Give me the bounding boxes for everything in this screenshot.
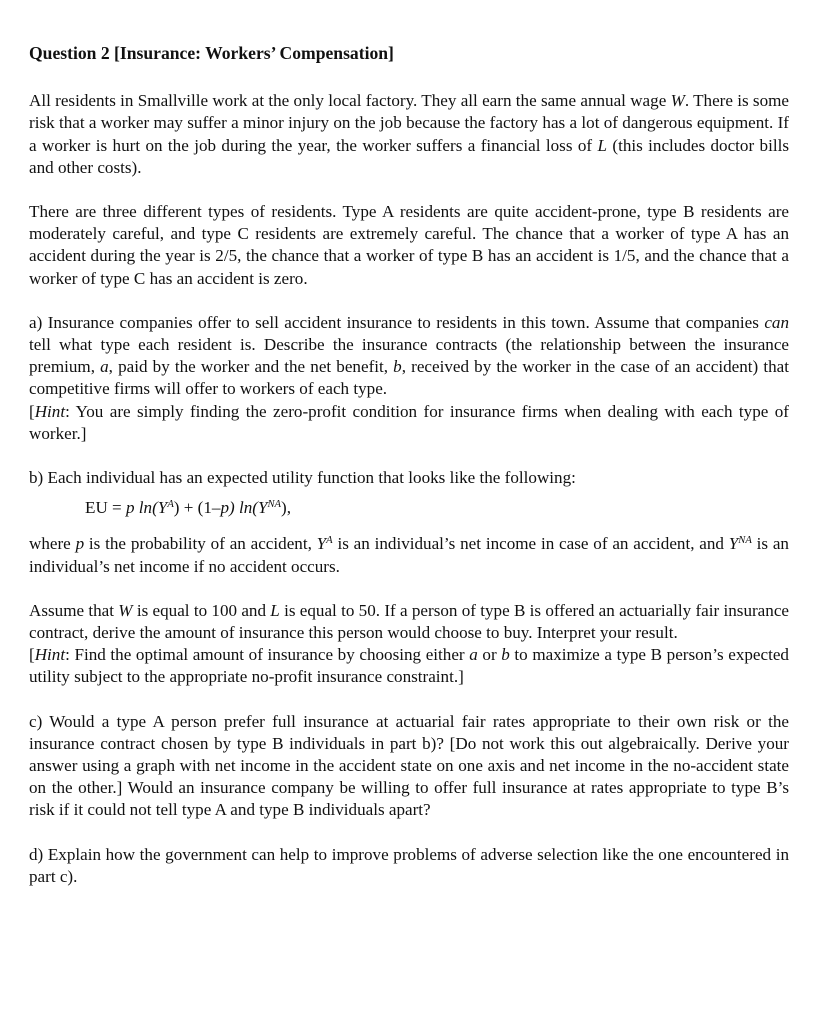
part-b-where: where p is the probability of an accident, $Y^A$ is an individual’s net income in case of an accident, and $Y^{NA}$ is an individual’s net income if no accident occurs. [29, 534, 789, 576]
expected-utility-equation: EU = p $\ln(Y^A) + (1-p)$ $\ln(Y^{NA})$, [85, 498, 291, 518]
intro-paragraph-2: There are three different types of residents. Type A residents are quite accident-prone, type B residents are moderately careful, and type C residents are extremely careful. The chance that a worker of type A has an accident during the year is 2/5, the chance that a worker of type B has an accident is 1/5, and the chance that a worker of type C has an accident is zero. [29, 202, 789, 288]
part-b-assume: Assume that W is equal to 100 and L is equal to 50. If a person of type B is offered an actuarially fair insurance contract, derive the amount of insurance this person would choose to buy. Interpret your result. [29, 600, 789, 643]
question-page [29, 42, 789, 910]
part-a-text: a) Insurance companies offer to sell accident insurance to residents in this town. Assume that companies can tell what type each resident is. Describe the insurance contracts (the relationship between the insurance premium, a, paid by the worker and the net benefit, b, received by the worker in the case of an accident) that competitive firms will offer to workers of each type. [29, 312, 789, 399]
part-a-hint: [Hint: You are simply finding the zero-profit condition for insurance firms when dealing with each type of worker.] [29, 401, 789, 443]
part-d-text: d) Explain how the government can help to improve problems of adverse selection like the one encountered in part c). [29, 844, 789, 886]
part-b-hint: [Hint: Find the optimal amount of insurance by choosing either a or b to maximize a type B person’s expected utility subject to the appropriate no-profit insurance constraint.] [29, 645, 789, 687]
intro-paragraph-1: All residents in Smallville work at the only local factory. They all earn the same annual wage W. There is some risk that a worker may suffer a minor injury on the job because the factory has a lot of dangerous equipment. If a worker is hurt on the job during the year, the worker suffers a financial loss of L (this includes doctor bills and other costs). [29, 91, 790, 177]
part-b-intro: b) Each individual has an expected utility function that looks like the following: [29, 468, 576, 488]
question-title: Question 2 [Insurance: Workers’ Compensation] [29, 43, 394, 63]
part-c-text: c) Would a type A person prefer full insurance at actuarial fair rates appropriate to their own risk or the insurance contract chosen by type B individuals in part b)? [Do not work this out algebraically. Derive your answer using a graph with net income in the accident state on one axis and net income in the no-accident state on the other.] Would an insurance company be willing to offer full insurance at rates appropriate to type B’s risk if it could not tell type A and type B individuals apart? [29, 711, 789, 820]
